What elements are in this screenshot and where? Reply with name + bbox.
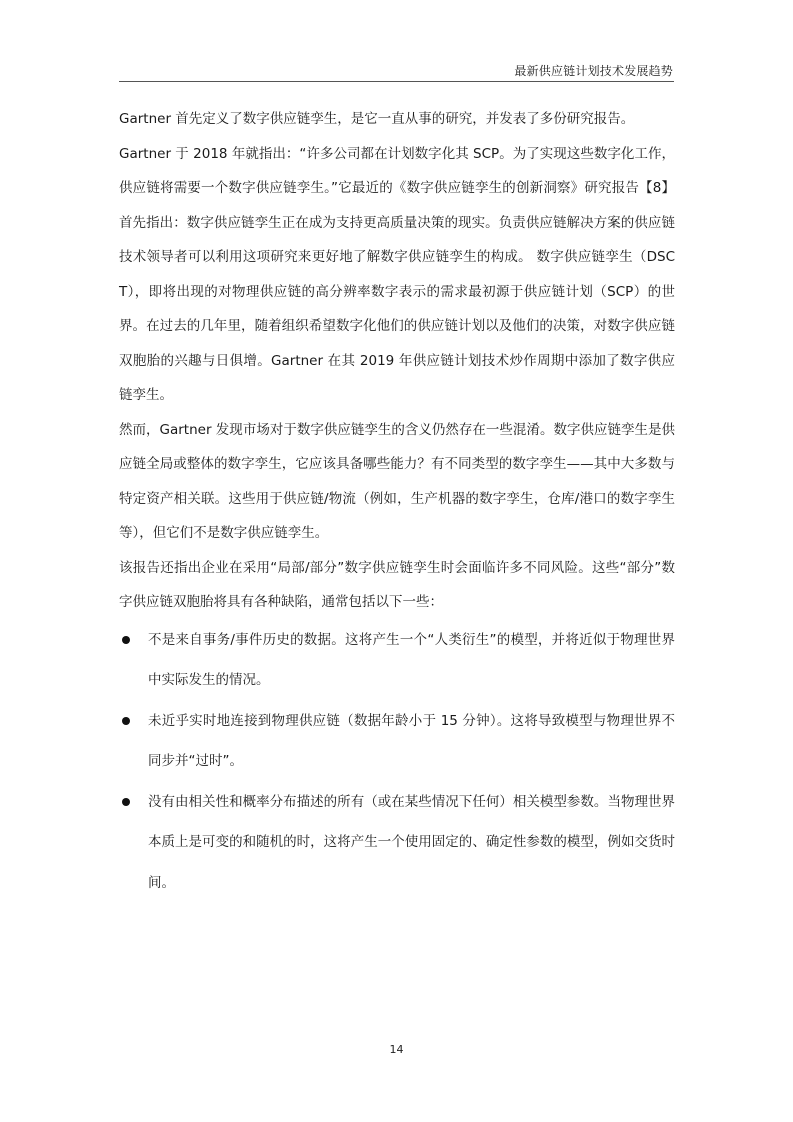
defect-list	[119, 620, 675, 904]
page-body	[119, 102, 675, 903]
list-item-text: 未近乎实时地连接到物理供应链（数据年龄小于 15 分钟）。这将导致模型与物理世界不同步并“过时”。	[148, 712, 675, 769]
paragraph-intro: Gartner 首先定义了数字供应链孪生，是它一直从事的研究，并发表了多份研究报告。	[119, 111, 635, 127]
paragraph-risks: 该报告还指出企业在采用“局部/部分”数字供应链孪生时会面临许多不同风险。这些“部分”数字供应链双胞胎将具有各种缺陷，通常包括以下一些：	[119, 559, 675, 610]
page-number: 14	[389, 1043, 404, 1056]
list-item	[119, 782, 675, 904]
bullet-icon	[122, 798, 130, 806]
bullet-icon	[122, 636, 130, 644]
list-item-text: 没有由相关性和概率分布描述的所有（或在某些情况下任何）相关模型参数。当物理世界本质上是可变的和随机的时，这将产生一个使用固定的、确定性参数的模型，例如交货时间。	[148, 793, 675, 891]
paragraph-gartner-2018: Gartner 于 2018 年就指出：“许多公司都在计划数字化其 SCP。为了实现这些数字化工作，供应链将需要一个数字供应链孪生。”它最近的《数字供应链孪生的创新洞察》研究报告【8】首先指出：数字供应链孪生正在成为支持更高质量决策的现实。负责供应链解决方案的供应链技术领导者可以利用这项研究来更好地了解数字供应链孪生的构成。 数字供应链孪生（DSCT），即将出现的对物理供应链的高分辨率数字表示的需求最初源于供应链计划（SCP）的世界。在过去的几年里，随着组织希望数字化他们的供应链计划以及他们的决策，对数字供应链双胞胎的兴趣与日俱增。Gartner 在其 2019 年供应链计划技术炒作周期中添加了数字供应链孪生。	[119, 145, 675, 403]
list-item	[119, 620, 675, 701]
header-divider	[119, 81, 674, 82]
list-item	[119, 701, 675, 782]
running-header-title: 最新供应链计划技术发展趋势	[514, 64, 673, 78]
bullet-icon	[122, 717, 130, 725]
paragraph-confusion: 然而，Gartner 发现市场对于数字供应链孪生的含义仍然存在一些混淆。数字供应链孪生是供应链全局或整体的数字孪生，它应该具备哪些能力？有不同类型的数字孪生——其中大多数与特定资产相关联。这些用于供应链/物流（例如，生产机器的数字孪生，仓库/港口的数字孪生等），但它们不是数字供应链孪生。	[119, 421, 675, 541]
list-item-text: 不是来自事务/事件历史的数据。这将产生一个“人类衍生”的模型，并将近似于物理世界中实际发生的情况。	[148, 631, 675, 688]
